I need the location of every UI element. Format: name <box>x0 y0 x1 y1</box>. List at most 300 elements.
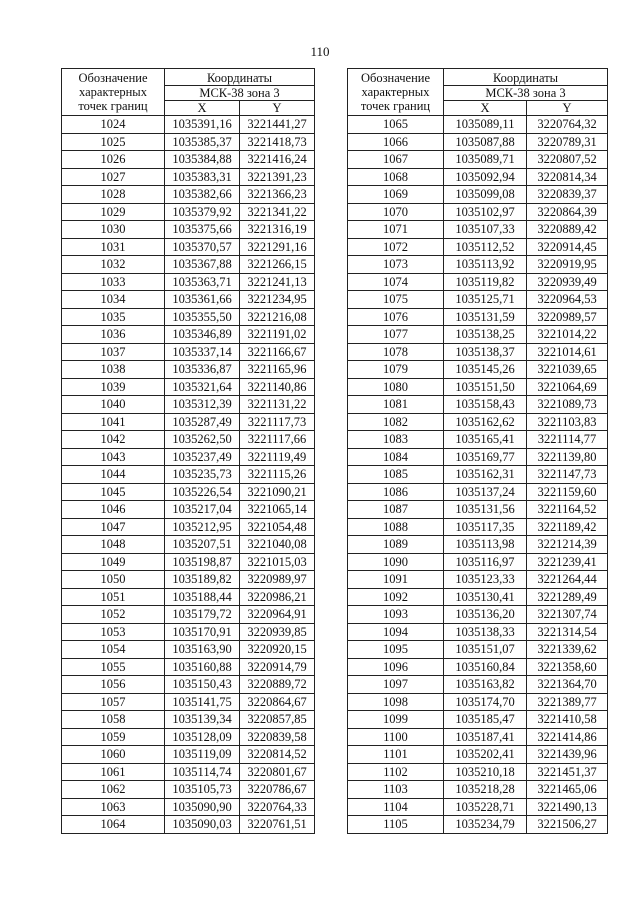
table-row <box>62 396 315 414</box>
table-row <box>348 676 608 694</box>
x-coordinate-cell: 1035113,92 <box>444 256 527 274</box>
x-coordinate-cell: 1035107,33 <box>444 221 527 239</box>
table-row <box>62 606 315 624</box>
x-coordinate-cell: 1035089,71 <box>444 151 527 169</box>
y-coordinate-cell: 3221266,15 <box>240 256 315 274</box>
point-id-cell: 1048 <box>62 536 165 554</box>
point-id-cell: 1031 <box>62 238 165 256</box>
x-coordinate-cell: 1035207,51 <box>165 536 240 554</box>
y-coordinate-cell: 3220864,39 <box>527 203 608 221</box>
x-coordinate-cell: 1035160,88 <box>165 658 240 676</box>
x-coordinate-cell: 1035375,66 <box>165 221 240 239</box>
point-id-cell: 1038 <box>62 361 165 379</box>
x-coordinate-cell: 1035391,16 <box>165 116 240 134</box>
table-row <box>348 168 608 186</box>
x-coordinate-cell: 1035119,09 <box>165 746 240 764</box>
x-coordinate-cell: 1035346,89 <box>165 326 240 344</box>
point-id-cell: 1103 <box>348 781 444 799</box>
x-coordinate-cell: 1035089,11 <box>444 116 527 134</box>
point-id-cell: 1041 <box>62 413 165 431</box>
point-id-cell: 1043 <box>62 448 165 466</box>
x-coordinate-cell: 1035131,56 <box>444 501 527 519</box>
table-row <box>348 483 608 501</box>
point-id-cell: 1079 <box>348 361 444 379</box>
table-row <box>62 186 315 204</box>
point-id-cell: 1033 <box>62 273 165 291</box>
y-coordinate-cell: 3221159,60 <box>527 483 608 501</box>
point-id-cell: 1072 <box>348 238 444 256</box>
point-id-cell: 1088 <box>348 518 444 536</box>
y-coordinate-cell: 3221439,96 <box>527 746 608 764</box>
y-coordinate-cell: 3220764,33 <box>240 798 315 816</box>
point-id-cell: 1047 <box>62 518 165 536</box>
table-row <box>62 816 315 834</box>
y-coordinate-cell: 3221341,22 <box>240 203 315 221</box>
point-id-cell: 1026 <box>62 151 165 169</box>
point-id-cell: 1052 <box>62 606 165 624</box>
x-coordinate-cell: 1035151,07 <box>444 641 527 659</box>
y-coordinate-cell: 3221015,03 <box>240 553 315 571</box>
x-coordinate-cell: 1035102,97 <box>444 203 527 221</box>
table-row <box>348 518 608 536</box>
point-designation-header: Обозначение характерных точек границ <box>348 69 444 116</box>
point-id-cell: 1099 <box>348 711 444 729</box>
point-id-cell: 1064 <box>62 816 165 834</box>
point-id-cell: 1036 <box>62 326 165 344</box>
table-row <box>348 308 608 326</box>
point-id-cell: 1059 <box>62 728 165 746</box>
x-coordinate-cell: 1035367,88 <box>165 256 240 274</box>
x-coordinate-cell: 1035116,97 <box>444 553 527 571</box>
x-coordinate-cell: 1035363,71 <box>165 273 240 291</box>
y-coordinate-cell: 3220889,42 <box>527 221 608 239</box>
y-coordinate-cell: 3221089,73 <box>527 396 608 414</box>
table-row <box>62 676 315 694</box>
point-id-cell: 1028 <box>62 186 165 204</box>
y-coordinate-cell: 3221289,49 <box>527 588 608 606</box>
table-row <box>348 571 608 589</box>
y-coordinate-cell: 3221414,86 <box>527 728 608 746</box>
table-row <box>62 448 315 466</box>
coordinates-table-right <box>347 68 608 834</box>
x-coordinate-cell: 1035382,66 <box>165 186 240 204</box>
table-row <box>348 273 608 291</box>
x-coordinate-cell: 1035228,71 <box>444 798 527 816</box>
x-coordinate-cell: 1035226,54 <box>165 483 240 501</box>
x-coordinate-cell: 1035162,62 <box>444 413 527 431</box>
x-coordinate-cell: 1035151,50 <box>444 378 527 396</box>
x-coordinate-cell: 1035187,41 <box>444 728 527 746</box>
table-row <box>62 151 315 169</box>
x-coordinate-cell: 1035361,66 <box>165 291 240 309</box>
y-coordinate-cell: 3220839,37 <box>527 186 608 204</box>
point-id-cell: 1037 <box>62 343 165 361</box>
x-coordinate-cell: 1035160,84 <box>444 658 527 676</box>
y-coordinate-cell: 3221339,62 <box>527 641 608 659</box>
point-id-cell: 1090 <box>348 553 444 571</box>
table-row <box>348 343 608 361</box>
table-row <box>348 221 608 239</box>
point-id-cell: 1087 <box>348 501 444 519</box>
table-body-left <box>62 116 315 834</box>
point-id-cell: 1030 <box>62 221 165 239</box>
table-row <box>348 588 608 606</box>
x-coordinate-cell: 1035090,03 <box>165 816 240 834</box>
y-coordinate-cell: 3221391,23 <box>240 168 315 186</box>
y-coordinate-cell: 3221506,27 <box>527 816 608 834</box>
table-row <box>348 711 608 729</box>
y-coordinate-cell: 3220914,45 <box>527 238 608 256</box>
x-coordinate-cell: 1035385,37 <box>165 133 240 151</box>
y-coordinate-cell: 3221316,19 <box>240 221 315 239</box>
point-id-cell: 1067 <box>348 151 444 169</box>
point-id-cell: 1095 <box>348 641 444 659</box>
x-column-header: X <box>444 101 527 116</box>
point-id-cell: 1097 <box>348 676 444 694</box>
y-coordinate-cell: 3221234,95 <box>240 291 315 309</box>
x-coordinate-cell: 1035163,82 <box>444 676 527 694</box>
x-coordinate-cell: 1035379,92 <box>165 203 240 221</box>
point-id-cell: 1096 <box>348 658 444 676</box>
table-row <box>348 798 608 816</box>
x-coordinate-cell: 1035138,25 <box>444 326 527 344</box>
y-coordinate-cell: 3221410,58 <box>527 711 608 729</box>
point-id-cell: 1076 <box>348 308 444 326</box>
y-coordinate-cell: 3221140,86 <box>240 378 315 396</box>
table-row <box>348 746 608 764</box>
y-coordinate-cell: 3221358,60 <box>527 658 608 676</box>
x-coordinate-cell: 1035150,43 <box>165 676 240 694</box>
point-id-cell: 1035 <box>62 308 165 326</box>
y-coordinate-cell: 3221164,52 <box>527 501 608 519</box>
y-coordinate-cell: 3221465,06 <box>527 781 608 799</box>
y-coordinate-cell: 3221307,74 <box>527 606 608 624</box>
y-coordinate-cell: 3220814,34 <box>527 168 608 186</box>
point-id-cell: 1104 <box>348 798 444 816</box>
table-row <box>62 571 315 589</box>
y-coordinate-cell: 3220786,67 <box>240 781 315 799</box>
point-id-cell: 1091 <box>348 571 444 589</box>
table-row <box>62 273 315 291</box>
point-id-cell: 1105 <box>348 816 444 834</box>
y-coordinate-cell: 3221451,37 <box>527 763 608 781</box>
point-id-cell: 1081 <box>348 396 444 414</box>
table-row <box>62 343 315 361</box>
y-coordinate-cell: 3221389,77 <box>527 693 608 711</box>
table-row <box>62 553 315 571</box>
x-coordinate-cell: 1035141,75 <box>165 693 240 711</box>
y-coordinate-cell: 3220919,95 <box>527 256 608 274</box>
y-coordinate-cell: 3221191,02 <box>240 326 315 344</box>
table-row <box>62 203 315 221</box>
point-id-cell: 1093 <box>348 606 444 624</box>
point-id-cell: 1084 <box>348 448 444 466</box>
y-coordinate-cell: 3220864,67 <box>240 693 315 711</box>
point-id-cell: 1086 <box>348 483 444 501</box>
table-row <box>62 623 315 641</box>
point-id-cell: 1069 <box>348 186 444 204</box>
y-column-header: Y <box>240 101 315 116</box>
y-coordinate-cell: 3220986,21 <box>240 588 315 606</box>
y-coordinate-cell: 3221131,22 <box>240 396 315 414</box>
table-row <box>62 291 315 309</box>
table-row <box>62 378 315 396</box>
y-coordinate-cell: 3221114,77 <box>527 431 608 449</box>
x-coordinate-cell: 1035112,52 <box>444 238 527 256</box>
point-id-cell: 1045 <box>62 483 165 501</box>
x-coordinate-cell: 1035138,37 <box>444 343 527 361</box>
x-coordinate-cell: 1035212,95 <box>165 518 240 536</box>
x-coordinate-cell: 1035235,73 <box>165 466 240 484</box>
y-coordinate-cell: 3220920,15 <box>240 641 315 659</box>
x-coordinate-cell: 1035202,41 <box>444 746 527 764</box>
point-id-cell: 1100 <box>348 728 444 746</box>
point-id-cell: 1053 <box>62 623 165 641</box>
table-row <box>348 658 608 676</box>
point-id-cell: 1082 <box>348 413 444 431</box>
y-coordinate-cell: 3221314,54 <box>527 623 608 641</box>
table-row <box>348 396 608 414</box>
y-coordinate-cell: 3221054,48 <box>240 518 315 536</box>
coordinate-system-header: МСК-38 зона 3 <box>444 86 608 101</box>
x-coordinate-cell: 1035139,34 <box>165 711 240 729</box>
point-id-cell: 1080 <box>348 378 444 396</box>
table-row <box>348 816 608 834</box>
x-coordinate-cell: 1035262,50 <box>165 431 240 449</box>
point-id-cell: 1102 <box>348 763 444 781</box>
table-row <box>62 711 315 729</box>
point-id-cell: 1044 <box>62 466 165 484</box>
x-coordinate-cell: 1035137,24 <box>444 483 527 501</box>
table-row <box>348 763 608 781</box>
x-coordinate-cell: 1035336,87 <box>165 361 240 379</box>
point-id-cell: 1032 <box>62 256 165 274</box>
y-coordinate-cell: 3220764,32 <box>527 116 608 134</box>
x-coordinate-cell: 1035198,87 <box>165 553 240 571</box>
table-row <box>62 536 315 554</box>
point-id-cell: 1051 <box>62 588 165 606</box>
table-row <box>62 361 315 379</box>
table-row <box>348 256 608 274</box>
table-row <box>348 151 608 169</box>
point-id-cell: 1066 <box>348 133 444 151</box>
point-id-cell: 1089 <box>348 536 444 554</box>
y-coordinate-cell: 3221065,14 <box>240 501 315 519</box>
y-coordinate-cell: 3220939,85 <box>240 623 315 641</box>
table-row <box>62 431 315 449</box>
table-row <box>62 728 315 746</box>
x-coordinate-cell: 1035287,49 <box>165 413 240 431</box>
y-coordinate-cell: 3221214,39 <box>527 536 608 554</box>
x-coordinate-cell: 1035123,33 <box>444 571 527 589</box>
point-id-cell: 1101 <box>348 746 444 764</box>
y-coordinate-cell: 3220964,53 <box>527 291 608 309</box>
x-coordinate-cell: 1035188,44 <box>165 588 240 606</box>
point-id-cell: 1074 <box>348 273 444 291</box>
table-row <box>348 238 608 256</box>
x-coordinate-cell: 1035130,41 <box>444 588 527 606</box>
point-id-cell: 1098 <box>348 693 444 711</box>
x-coordinate-cell: 1035119,82 <box>444 273 527 291</box>
y-coordinate-cell: 3221039,65 <box>527 361 608 379</box>
table-row <box>62 483 315 501</box>
x-coordinate-cell: 1035131,59 <box>444 308 527 326</box>
x-coordinate-cell: 1035128,09 <box>165 728 240 746</box>
x-coordinate-cell: 1035117,35 <box>444 518 527 536</box>
table-row <box>348 641 608 659</box>
y-coordinate-cell: 3220889,72 <box>240 676 315 694</box>
x-coordinate-cell: 1035210,18 <box>444 763 527 781</box>
point-id-cell: 1025 <box>62 133 165 151</box>
x-coordinate-cell: 1035312,39 <box>165 396 240 414</box>
y-coordinate-cell: 3221139,80 <box>527 448 608 466</box>
table-row <box>348 186 608 204</box>
table-row <box>62 116 315 134</box>
x-coordinate-cell: 1035185,47 <box>444 711 527 729</box>
x-coordinate-cell: 1035337,14 <box>165 343 240 361</box>
y-coordinate-cell: 3221147,73 <box>527 466 608 484</box>
y-coordinate-cell: 3221291,16 <box>240 238 315 256</box>
table-row <box>62 168 315 186</box>
y-coordinate-cell: 3220839,58 <box>240 728 315 746</box>
table-row <box>62 238 315 256</box>
y-column-header: Y <box>527 101 608 116</box>
x-coordinate-cell: 1035179,72 <box>165 606 240 624</box>
x-coordinate-cell: 1035370,57 <box>165 238 240 256</box>
point-id-cell: 1034 <box>62 291 165 309</box>
table-row <box>348 413 608 431</box>
table-row <box>62 308 315 326</box>
x-coordinate-cell: 1035170,91 <box>165 623 240 641</box>
point-id-cell: 1092 <box>348 588 444 606</box>
table-row <box>348 448 608 466</box>
coordinates-header <box>444 69 608 86</box>
table-row <box>62 763 315 781</box>
point-id-cell: 1050 <box>62 571 165 589</box>
point-id-cell: 1027 <box>62 168 165 186</box>
y-coordinate-cell: 3221416,24 <box>240 151 315 169</box>
table-row <box>348 203 608 221</box>
y-coordinate-cell: 3220789,31 <box>527 133 608 151</box>
point-id-cell: 1078 <box>348 343 444 361</box>
table-row <box>62 641 315 659</box>
point-id-cell: 1055 <box>62 658 165 676</box>
y-coordinate-cell: 3221090,21 <box>240 483 315 501</box>
table-row <box>348 501 608 519</box>
x-coordinate-cell: 1035355,50 <box>165 308 240 326</box>
x-coordinate-cell: 1035217,04 <box>165 501 240 519</box>
table-row <box>62 781 315 799</box>
table-row <box>348 326 608 344</box>
y-coordinate-cell: 3221441,27 <box>240 116 315 134</box>
y-coordinate-cell: 3220939,49 <box>527 273 608 291</box>
point-id-cell: 1062 <box>62 781 165 799</box>
x-coordinate-cell: 1035099,08 <box>444 186 527 204</box>
y-coordinate-cell: 3221119,49 <box>240 448 315 466</box>
point-id-cell: 1077 <box>348 326 444 344</box>
table-row <box>62 466 315 484</box>
table-row <box>62 746 315 764</box>
x-coordinate-cell: 1035237,49 <box>165 448 240 466</box>
point-designation-header: Обозначение характерных точек границ <box>62 69 165 116</box>
y-coordinate-cell: 3221064,69 <box>527 378 608 396</box>
y-coordinate-cell: 3220989,97 <box>240 571 315 589</box>
table-row <box>62 133 315 151</box>
table-row <box>62 256 315 274</box>
y-coordinate-cell: 3221117,66 <box>240 431 315 449</box>
x-coordinate-cell: 1035125,71 <box>444 291 527 309</box>
x-coordinate-cell: 1035165,41 <box>444 431 527 449</box>
point-id-cell: 1073 <box>348 256 444 274</box>
table-row <box>348 431 608 449</box>
x-coordinate-cell: 1035384,88 <box>165 151 240 169</box>
y-coordinate-cell: 3221117,73 <box>240 413 315 431</box>
point-id-cell: 1029 <box>62 203 165 221</box>
coordinate-system-header: МСК-38 зона 3 <box>165 86 315 101</box>
y-coordinate-cell: 3220807,52 <box>527 151 608 169</box>
x-coordinate-cell: 1035087,88 <box>444 133 527 151</box>
y-coordinate-cell: 3221418,73 <box>240 133 315 151</box>
point-id-cell: 1042 <box>62 431 165 449</box>
point-id-cell: 1057 <box>62 693 165 711</box>
point-id-cell: 1056 <box>62 676 165 694</box>
x-coordinate-cell: 1035321,64 <box>165 378 240 396</box>
x-coordinate-cell: 1035092,94 <box>444 168 527 186</box>
table-body-right <box>348 116 608 834</box>
table-row <box>62 221 315 239</box>
point-id-cell: 1049 <box>62 553 165 571</box>
x-coordinate-cell: 1035114,74 <box>165 763 240 781</box>
point-id-cell: 1068 <box>348 168 444 186</box>
y-coordinate-cell: 3220989,57 <box>527 308 608 326</box>
table-row <box>62 693 315 711</box>
x-coordinate-cell: 1035145,26 <box>444 361 527 379</box>
y-coordinate-cell: 3221115,26 <box>240 466 315 484</box>
y-coordinate-cell: 3221040,08 <box>240 536 315 554</box>
y-coordinate-cell: 3221364,70 <box>527 676 608 694</box>
table-row <box>348 536 608 554</box>
point-id-cell: 1058 <box>62 711 165 729</box>
point-id-cell: 1063 <box>62 798 165 816</box>
point-id-cell: 1070 <box>348 203 444 221</box>
table-row <box>348 116 608 134</box>
x-coordinate-cell: 1035138,33 <box>444 623 527 641</box>
point-id-cell: 1039 <box>62 378 165 396</box>
point-id-cell: 1061 <box>62 763 165 781</box>
y-coordinate-cell: 3220761,51 <box>240 816 315 834</box>
y-coordinate-cell: 3221103,83 <box>527 413 608 431</box>
table-row <box>62 518 315 536</box>
table-row <box>348 623 608 641</box>
coordinates-title: Координаты <box>206 71 273 85</box>
y-coordinate-cell: 3221366,23 <box>240 186 315 204</box>
table-row <box>348 466 608 484</box>
y-coordinate-cell: 3220964,91 <box>240 606 315 624</box>
y-coordinate-cell: 3221241,13 <box>240 273 315 291</box>
point-id-cell: 1065 <box>348 116 444 134</box>
table-row <box>62 413 315 431</box>
y-coordinate-cell: 3220814,52 <box>240 746 315 764</box>
point-id-cell: 1060 <box>62 746 165 764</box>
x-coordinate-cell: 1035158,43 <box>444 396 527 414</box>
x-coordinate-cell: 1035090,90 <box>165 798 240 816</box>
y-coordinate-cell: 3221239,41 <box>527 553 608 571</box>
x-coordinate-cell: 1035189,82 <box>165 571 240 589</box>
table-row <box>348 133 608 151</box>
point-id-cell: 1075 <box>348 291 444 309</box>
point-id-cell: 1083 <box>348 431 444 449</box>
coordinates-header <box>165 69 315 86</box>
